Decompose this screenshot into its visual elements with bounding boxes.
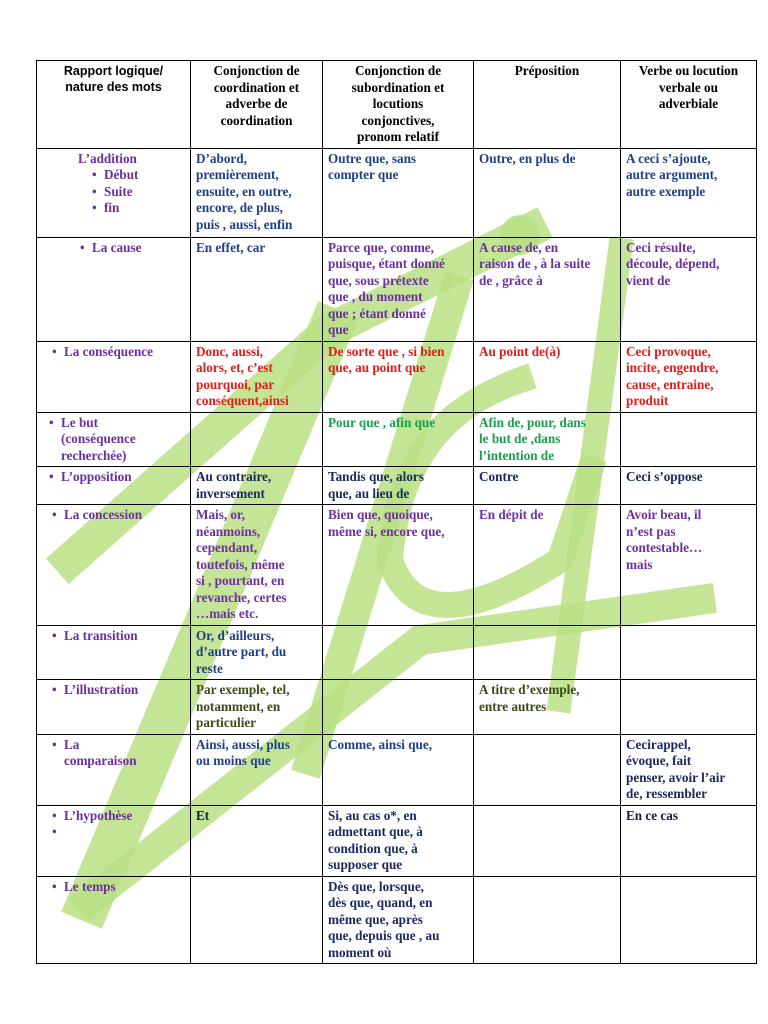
coordination-cell: Au contraire, inversement <box>191 467 323 505</box>
subordination-cell <box>323 680 474 735</box>
coordination-cell: Mais, or, néanmoins, cependant, toutefois, même si , pourtant, en revanche, certes …mais etc. <box>191 505 323 626</box>
relation-label: L’addition <box>78 150 137 166</box>
relation-cell <box>37 341 191 412</box>
coordination-cell: Par exemple, tel, notamment, en particulier <box>191 680 323 735</box>
subordination-cell: Tandis que, alors que, au lieu de <box>323 467 474 505</box>
table-row-temps <box>37 876 757 964</box>
table-row-transition <box>37 625 757 680</box>
relation-label: • L’illustration <box>42 682 185 699</box>
coordination-cell: Or, d’ailleurs, d’autre part, du reste <box>191 625 323 680</box>
relation-label: • Le but (conséquence recherchée) <box>39 415 185 465</box>
preposition-cell: A titre d’exemple, entre autres <box>474 680 621 735</box>
verbe-cell <box>621 412 757 467</box>
relation-cell <box>37 467 191 505</box>
subordination-cell: Comme, ainsi que, <box>323 734 474 805</box>
relation-cell <box>37 505 191 626</box>
subordination-cell: Si, au cas o*, en admettant que, à condition que, à supposer que <box>323 805 474 876</box>
preposition-cell <box>474 625 621 680</box>
relation-label: • La transition <box>42 628 185 645</box>
table-row-addition <box>37 148 757 237</box>
header-verbe: Verbe ou locution verbale ou adverbiale <box>621 61 757 149</box>
coordination-cell: En effet, car <box>191 237 323 341</box>
coordination-cell: Donc, aussi, alors, et, c’est pourquoi, par conséquent,ainsi <box>191 341 323 412</box>
table-row-consequence <box>37 341 757 412</box>
verbe-cell: Cecirappel, évoque, fait penser, avoir l’air de, ressembler <box>621 734 757 805</box>
header-subordination: Conjonction de subordination et locutions conjonctives, pronom relatif <box>323 61 474 149</box>
verbe-cell <box>621 680 757 735</box>
header-row <box>37 61 757 149</box>
coordination-cell: D’abord, premièrement, ensuite, en outre, encore, de plus, puis , aussi, enfin <box>191 148 323 237</box>
subordination-cell: Pour que , afin que <box>323 412 474 467</box>
relation-cell <box>37 734 191 805</box>
preposition-cell: Afin de, pour, dans le but de ,dans l’intention de <box>474 412 621 467</box>
relation-cell <box>37 412 191 467</box>
connectors-table <box>36 60 757 964</box>
subordination-cell: Bien que, quoique, même si, encore que, <box>323 505 474 626</box>
relation-label: • La concession <box>42 507 185 524</box>
verbe-cell: En ce cas <box>621 805 757 876</box>
relation-cell <box>37 805 191 876</box>
preposition-cell: A cause de, en raison de , à la suite de , grâce à <box>474 237 621 341</box>
table-row-cause <box>37 237 757 341</box>
relation-cell <box>37 680 191 735</box>
verbe-cell: Ceci résulte, découle, dépend, vient de <box>621 237 757 341</box>
coordination-cell <box>191 412 323 467</box>
relation-cell <box>37 237 191 341</box>
verbe-cell <box>621 876 757 964</box>
verbe-cell: Ceci provoque, incite, engendre, cause, entraine, produit <box>621 341 757 412</box>
table-row-illustration <box>37 680 757 735</box>
preposition-cell: Outre, en plus de <box>474 148 621 237</box>
header-relation: Rapport logique/ nature des mots <box>37 61 191 149</box>
coordination-cell: Ainsi, aussi, plus ou moins que <box>191 734 323 805</box>
preposition-cell: Contre <box>474 467 621 505</box>
table-row-hypothese <box>37 805 757 876</box>
preposition-cell <box>474 876 621 964</box>
verbe-cell: Avoir beau, il n’est pas contestable… mais <box>621 505 757 626</box>
verbe-cell: A ceci s’ajoute, autre argument, autre exemple <box>621 148 757 237</box>
table-row-concession <box>37 505 757 626</box>
subordination-cell: De sorte que , si bien que, au point que <box>323 341 474 412</box>
subordination-cell: Dès que, lorsque, dès que, quand, en même que, après que, depuis que , au moment où <box>323 876 474 964</box>
preposition-cell: Au point de(à) <box>474 341 621 412</box>
header-coordination: Conjonction de coordination et adverbe de coordination <box>191 61 323 149</box>
subordination-cell: Outre que, sans compter que <box>323 148 474 237</box>
relation-subitem: • Début <box>82 167 185 184</box>
table-row-comparaison <box>37 734 757 805</box>
relation-subitem: • fin <box>82 200 185 217</box>
relation-label: • La cause <box>70 240 185 257</box>
preposition-cell: En dépit de <box>474 505 621 626</box>
coordination-cell: Et <box>191 805 323 876</box>
verbe-cell <box>621 625 757 680</box>
verbe-cell: Ceci s’oppose <box>621 467 757 505</box>
coordination-cell <box>191 876 323 964</box>
relation-label: • La conséquence <box>42 344 185 361</box>
header-preposition: Préposition <box>474 61 621 149</box>
preposition-cell <box>474 805 621 876</box>
preposition-cell <box>474 734 621 805</box>
relation-label: • L’hypothèse <box>42 808 185 825</box>
table-row-opposition <box>37 467 757 505</box>
subordination-cell: Parce que, comme, puisque, étant donné que, sous prétexte que , du moment que ; étant donné que <box>323 237 474 341</box>
relation-cell <box>37 148 191 237</box>
relation-label: • L’opposition <box>39 469 185 486</box>
relation-cell <box>37 625 191 680</box>
table-row-but <box>37 412 757 467</box>
relation-label: • La comparaison <box>42 737 185 770</box>
relation-label: • Le temps <box>42 879 185 896</box>
relation-subitem: • Suite <box>82 184 185 201</box>
subordination-cell <box>323 625 474 680</box>
relation-cell <box>37 876 191 964</box>
